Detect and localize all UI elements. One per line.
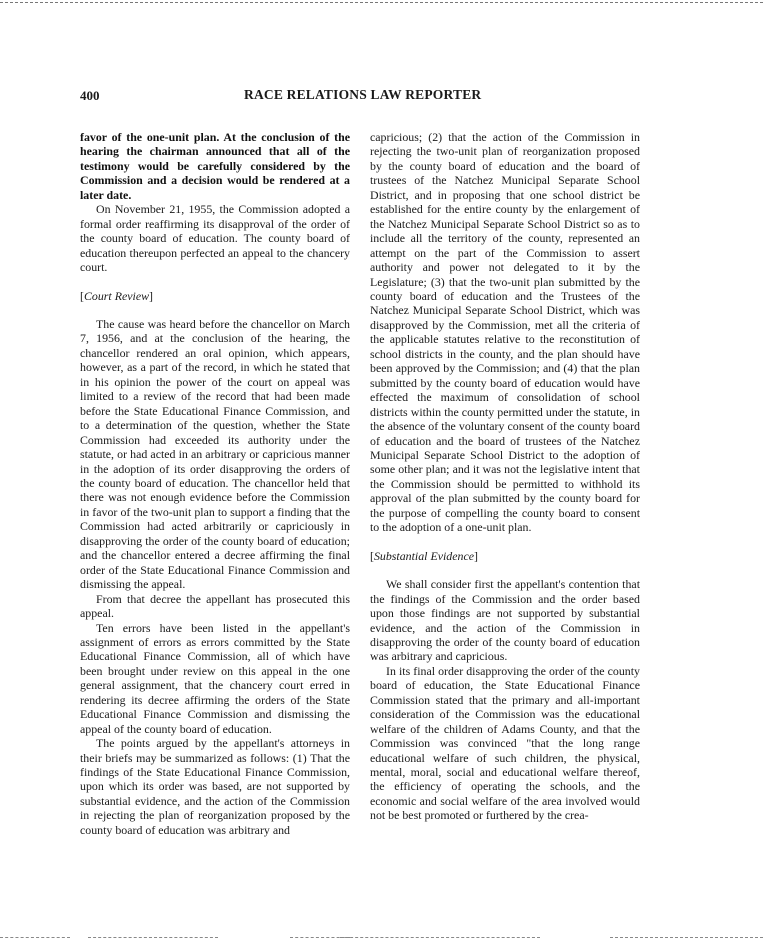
bracket-open: [ xyxy=(370,548,374,563)
paragraph: From that decree the appellant has prosecuted this appeal. xyxy=(80,591,350,621)
section-heading-court-review xyxy=(80,289,350,303)
right-column xyxy=(370,130,640,823)
paragraph: capricious; (2) that the action of the Commission in rejecting the two-unit plan of reorganization proposed by the county board of education and the board of trustees of the Natchez Municipal Separate School District, and in proposing that one school district be established for the entire county by the enlargement of the Natchez Municipal Separate School District so as to include all the territory of the county, represented an attempt on the part of the Commission to assert authority and power not delegated to it by the Legislature; (3) that the two-unit plan submitted by the county board of education and the Trustees of the Natchez Municipal Separate School District, which was disapproved by the Commission, met all the criteria of the applicable statutes relative to the reconstitution of school districts in the county, and the plan should have been approved by the Commission; and (4) that the plan submitted by the county board of education would have effected the maximum of consolidation of school districts within the county permitted under the statute, in the absence of the voluntary consent of the county board of education and the board of trustees of the Natchez Municipal Separate School District to the adoption of some other plan; and it was not the legislative intent that the Commission should be permitted to withhold its approval of the plan submitted by the county board for the purpose of compelling the county board to consent to the adoption of a one-unit plan. xyxy=(370,130,640,535)
section-heading-text: Court Review xyxy=(83,288,150,303)
paragraph: favor of the one-unit plan. At the conclusion of the hearing the chairman announced that all of the testimony would be carefully considered by the Commission and a decision would be rendered at a later date. xyxy=(80,130,350,202)
paragraph: We shall consider first the appellant's contention that the findings of the Commission and the order based upon those findings are not supported by substantial evidence, and the action of the Commission in disapproving the order of the county board of education was arbitrary and capricious. xyxy=(370,577,640,664)
bottom-edge-rule xyxy=(340,937,540,938)
bracket-close: ] xyxy=(474,548,478,563)
running-head-title: RACE RELATIONS LAW REPORTER xyxy=(244,87,482,102)
bottom-edge-rule xyxy=(0,937,70,938)
paragraph: Ten errors have been listed in the appellant's assignment of errors as errors committed by the State Educational Finance Commission, all of which have been brought under review on this appeal in the one general assignment, that the chancery court erred in rendering its decree affirming the orders of the State Educational Finance Commission and dismissing the appeal of the county board of education. xyxy=(80,620,350,736)
bottom-edge-rule xyxy=(88,937,218,938)
left-column xyxy=(80,130,350,837)
page-number: 400 xyxy=(80,88,100,103)
bracket-open: [ xyxy=(80,288,84,303)
section-heading-substantial-evidence xyxy=(370,549,640,563)
top-edge-rule xyxy=(0,2,763,3)
bottom-edge-rule xyxy=(610,937,763,938)
paragraph: The cause was heard before the chancellor on March 7, 1956, and at the conclusion of the hearing, the chancellor rendered an oral opinion, which appears, however, as a part of the record, in which he stated that in his opinion the power of the court on appeal was limited to a review of the record that had been made before the State Educational Finance Commission, and to a determination of the question, whether the State Commission had exceeded its authority under the statute, or had acted in an arbitrary or capricious manner in the adoption of its order disapproving the orders of the county board of education. The chancellor held that there was not enough evidence before the Commission in favor of the two-unit plan to support a finding that the Commission had acted arbitrarily or capriciously in disapproving the order of the county board of education; and the chancellor entered a decree affirming the final order of the State Educational Finance Commission and dismissing the appeal. xyxy=(80,316,350,592)
paragraph: The points argued by the appellant's attorneys in their briefs may be summarized as follows: (1) That the findings of the State Educational Finance Commission, upon which its order was based, are not supported by substantial evidence, and the action of the Commission in rejecting the plan of reorganization proposed by the county board of education was arbitrary and xyxy=(80,736,350,837)
section-heading-text: Substantial Evidence xyxy=(373,548,475,563)
paragraph: In its final order disapproving the order of the county board of education, the State Educational Finance Commission stated that the primary and all-important consideration of the Commission was the educational welfare of the children of Adams County, and that the Commission was convinced "that the long range educational welfare of such children, the physical, mental, moral, social and educational welfare thereof, the efficiency of operating the schools, and the economic and social welfare of the area involved would not be best promoted or furthered by the crea- xyxy=(370,663,640,823)
paragraph: On November 21, 1955, the Commission adopted a formal order reaffirming its disapproval of the order of the county board of education. The county board of education thereupon perfected an appeal to the chancery court. xyxy=(80,202,350,275)
bracket-close: ] xyxy=(149,288,153,303)
